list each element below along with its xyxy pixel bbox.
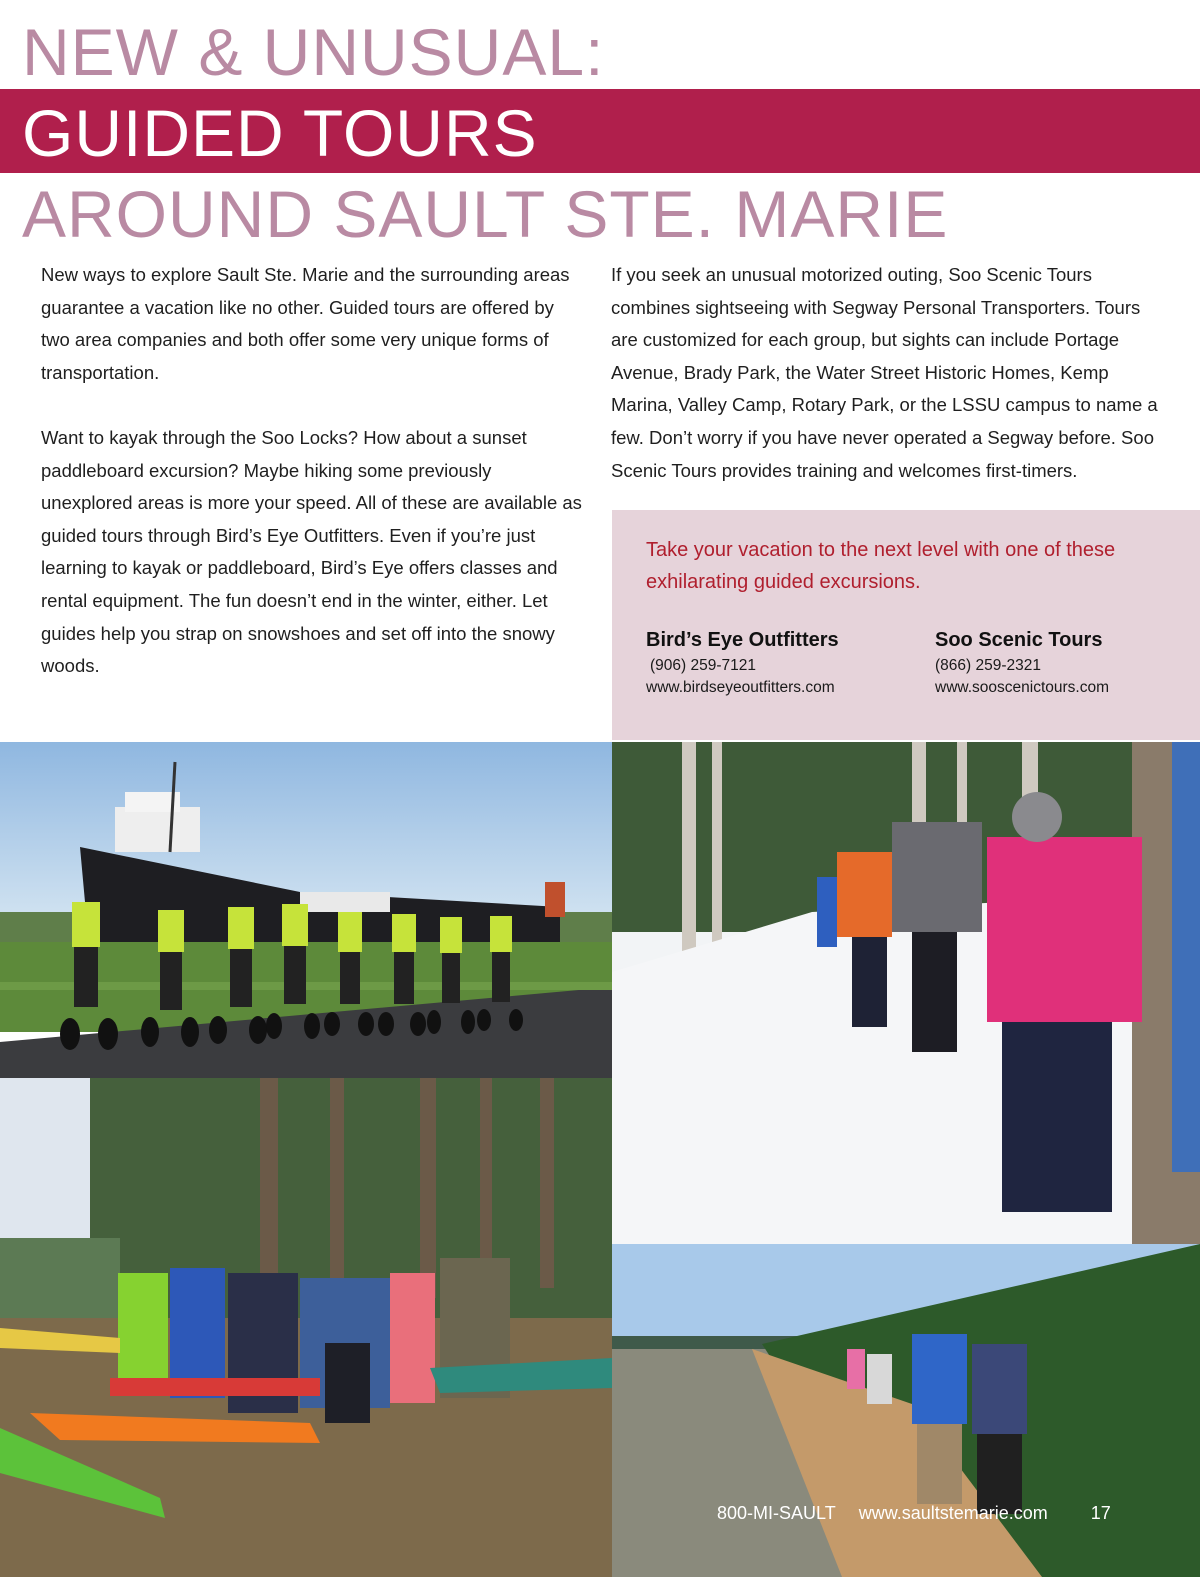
contact-url[interactable]: www.sooscenictours.com [935, 679, 1110, 696]
callout-box [612, 510, 1200, 740]
left-column [41, 259, 586, 715]
snowshoe-hike-photo [612, 742, 1200, 1244]
callout-text: Take your vacation to the next level with one of these exhilarating guided excursions. [646, 539, 1116, 593]
contact-url[interactable]: www.birdseyeoutfitters.com [646, 679, 835, 696]
left-paragraph-1: New ways to explore Sault Ste. Marie and the surrounding areas guarantee a vacation like no other. Guided tours are offered by two area companies and both offer some very unique forms of transportation. [41, 264, 570, 383]
page-footer [717, 1503, 1129, 1524]
right-column [611, 259, 1171, 520]
contact-birds-eye [646, 625, 839, 699]
left-paragraph-2: Want to kayak through the Soo Locks? How about a sunset paddleboard excursion? Maybe hiking some previously unexplored areas is more your speed. All of these are available as guided tours through Bird’s Eye Outfitters. Even if you’re just learning to kayak or paddleboard, Bird’s Eye offers classes and rental equipment. The fun doesn’t end in the winter, either. Let guides help you strap on snowshoes and set off into the snowy woods. [41, 426, 582, 677]
contact-phone: (866) 259-2321 [935, 657, 1041, 674]
headline-line-1: NEW & UNUSUAL: [22, 15, 605, 89]
contact-name: Bird’s Eye Outfitters [646, 629, 839, 651]
footer-phone: 800-MI-SAULT [717, 1503, 836, 1523]
contact-name: Soo Scenic Tours [935, 629, 1103, 651]
footer-website[interactable]: www.saultstemarie.com [858, 1503, 1048, 1523]
segway-tour-photo [0, 742, 612, 1078]
contact-phone: (906) 259-7121 [650, 657, 756, 674]
contact-soo-scenic [935, 625, 1109, 699]
headline-line-3: AROUND SAULT STE. MARIE [22, 177, 949, 251]
right-paragraph-1: If you seek an unusual motorized outing, Soo Scenic Tours combines sightseeing with Segway Personal Transporters. Tours are customized for each group, but sights can include Portage Avenue, Brady Park, the Water Street Historic Homes, Kemp Marina, Valley Camp, Rotary Park, or the LSSU campus to name a few. Don’t worry if you have never operated a Segway before. Soo Scenic Tours provides training and welcomes first-timers. [611, 264, 1158, 481]
headline-line-2: GUIDED TOURS [22, 96, 538, 170]
page-number: 17 [1090, 1503, 1111, 1523]
kayak-group-photo [0, 1078, 612, 1577]
beach-walk-photo [612, 1244, 1200, 1577]
